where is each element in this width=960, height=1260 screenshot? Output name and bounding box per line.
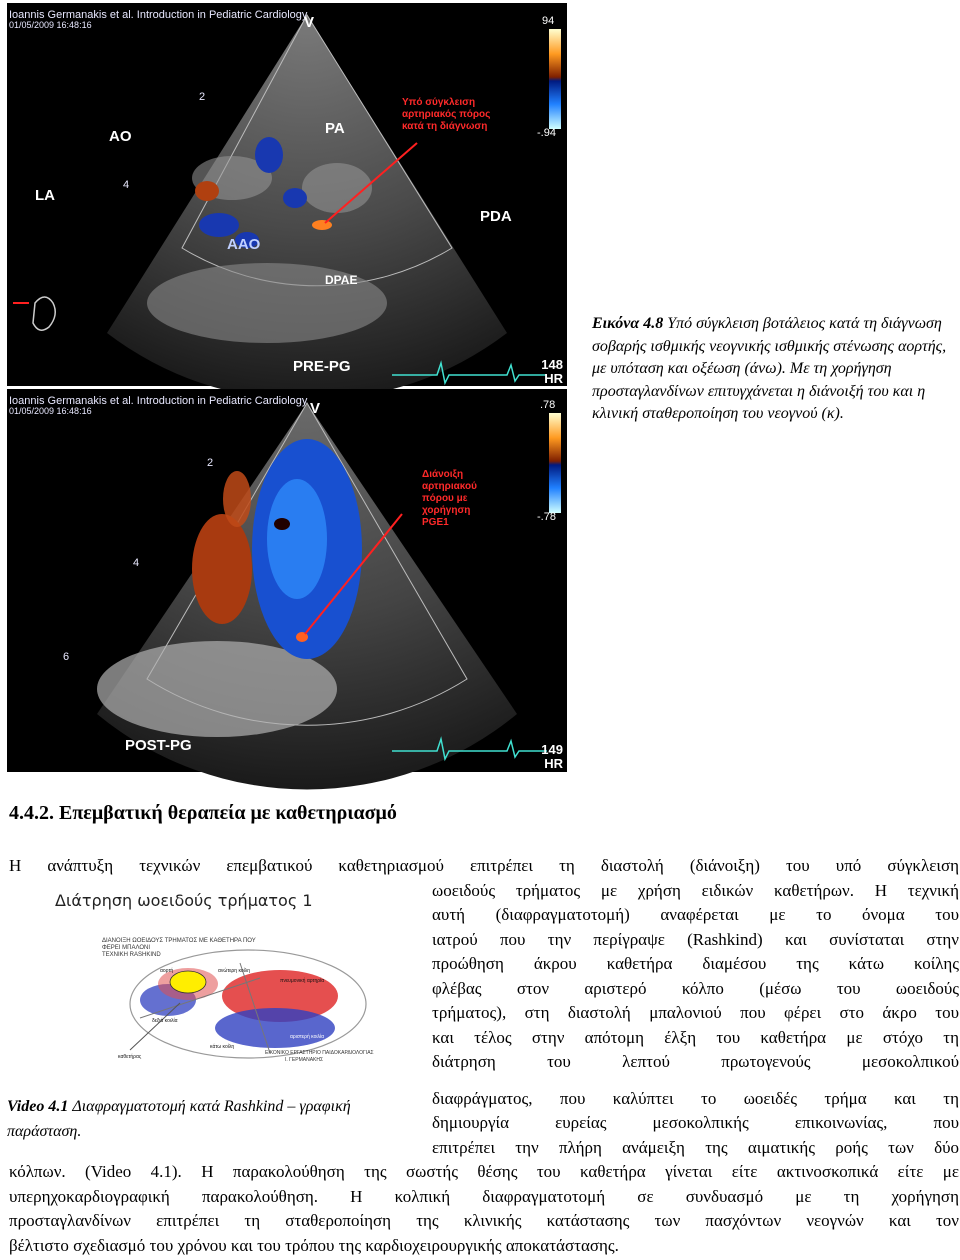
echo-date-line: 01/05/2009 16:48:16 xyxy=(9,406,92,416)
depth-mark: 2 xyxy=(199,91,206,103)
annotation-open-ductus xyxy=(422,469,477,529)
velocity-scale-bottom: -.94 xyxy=(537,127,556,139)
annotation-line: κατά τη διάγνωση xyxy=(402,121,488,132)
diagram-label: πνευμονική αρτηρία xyxy=(280,978,325,984)
heart-rate-readout xyxy=(535,743,563,771)
paragraph-line: φλέβας στον αριστερό κόλπο (μέσω του ωοειδούς xyxy=(432,979,959,998)
echo-sector-drawing xyxy=(7,389,567,772)
heart-rate-unit: HR xyxy=(544,756,563,771)
diagram-label: καθετήρας xyxy=(118,1054,142,1060)
paragraph-line: ιατρού που την περίγραψε (Rashkind) και συνίσταται στην xyxy=(432,930,959,949)
figure-caption-label: Εικόνα 4.8 xyxy=(592,315,664,332)
paragraph-line: προσταγλανδίνων επιτρέπει τη σταθεροποίηση της κλινικής κατάστασης των πασχόντων νεογνών και τον xyxy=(9,1211,959,1230)
diagram-label: δεξιά κοιλία xyxy=(152,1018,178,1024)
diagram-label: κάτω κοίλη xyxy=(210,1044,235,1050)
paragraph-line: διάτρηση του λεπτού πρωτογενούς μεσοκολπικού xyxy=(432,1052,959,1071)
velocity-scale-bottom: -.78 xyxy=(537,511,556,523)
depth-mark: 6 xyxy=(63,651,70,663)
paragraph-line: και τέλος στην απότομη έλξη του καθετήρα με στόχο τη xyxy=(432,1028,959,1047)
video-title: Διάτρηση ωοειδούς τρήματος 1 xyxy=(55,891,313,910)
paragraph-line: προώθηση άκρου καθετήρα διαμέσου της κάτω κοίλης xyxy=(432,954,959,973)
diagram-label: αορτή xyxy=(160,968,174,974)
video-footer-line: Ι. ΓΕΡΜΑΝΑΚΗΣ xyxy=(285,1057,324,1063)
depth-mark: 2 xyxy=(207,457,214,469)
annotation-line: Διάνοιξη xyxy=(422,469,464,480)
heart-rate-value: 148 xyxy=(541,357,563,372)
annotation-line: χορήγηση xyxy=(422,505,471,516)
echo-date-line: 01/05/2009 16:48:16 xyxy=(9,20,92,30)
paragraph-line: επιτρέπει την πλήρη ανάμειξη της αιματικής ροής των δύο xyxy=(432,1138,959,1157)
video-header-line: ΔΙΑΝΟΙΞΗ ΩΟΕΙΔΟΥΣ ΤΡΗΜΑΤΟΣ ΜΕ ΚΑΘΕΤΗΡΑ ΠΟΥ xyxy=(102,938,256,944)
label-v: V xyxy=(304,14,315,31)
video-header-line: ΦΕΡΕΙ ΜΠΑΛΟΝΙ xyxy=(102,945,151,951)
label-v: V xyxy=(310,400,321,417)
label-mode: PRE-PG xyxy=(293,358,351,375)
heart-rate-readout xyxy=(535,358,563,386)
paragraph-line: τρήματος), στη διαστολή μπαλονιού που φέρει στο άκρο του xyxy=(432,1003,959,1022)
echo-image-pre-pg xyxy=(7,3,567,386)
video-header-line: ΤΕΧΝΙΚΗ RASHKIND xyxy=(102,952,161,958)
paragraph-line: δημιουργία ευρείας μεσοκολπικής επικοινωνίας, που xyxy=(432,1113,959,1132)
label-aao: AAO xyxy=(227,236,261,253)
paragraph-line: Η ανάπτυξη τεχνικών επεμβατικού καθετηριασμού επιτρέπει τη διαστολή (διάνοιξη) του υπό σύγκλειση xyxy=(9,856,959,875)
label-dpae: DPAE xyxy=(325,273,358,287)
annotation-line: PGE1 xyxy=(422,517,449,528)
figure-caption-text: Υπό σύγκλειση βοτάλειος κατά τη διάγνωση σοβαρής ισθμικής νεογνικής ισθμικής στένωσης αορτής, με υπόταση και οξέωση (άνω). Με τη χορήγηση προσταγλανδίνων επιτυγχάνεται η διάνοιξή του και η κλινική σταθεροποίηση του νεογνού (κ). xyxy=(592,315,947,422)
section-heading: 4.4.2. Επεμβατική θεραπεία με καθετηριασμό xyxy=(9,802,397,824)
echo-copyright-caption: Ioannis Germanakis et al. Introduction in Pediatric Cardiology xyxy=(9,9,308,21)
video-footer-line: ΕΙΚΟΝΙΚΟ ΕΡΓΑΣΤΗΡΙΟ ΠΑΙΔΟΚΑΡΔΙΟΛΟΓΙΑΣ xyxy=(265,1050,374,1056)
annotation-line: αρτηριακού xyxy=(422,481,477,492)
velocity-scale-top: 94 xyxy=(542,15,555,27)
figure-caption xyxy=(592,313,954,426)
annotation-line: Υπό σύγκλειση xyxy=(402,97,476,108)
echo-image-post-pg xyxy=(7,389,567,772)
paragraph-line: υπερηχοκαρδιογραφική παρακολούθηση. Η κολπική διαφραγματοτομή σε συνδυασμό με τη χορήγηση xyxy=(9,1187,959,1206)
video-caption xyxy=(7,1094,417,1144)
annotation-line: αρτηριακός πόρος xyxy=(402,109,491,120)
paragraph-line: ωοειδούς τρήματος με χρήση ειδικών καθετήρων. Η τεχνική xyxy=(432,881,959,900)
label-pda: PDA xyxy=(480,208,512,225)
video-caption-text: Διαφραγματοτομή κατά Rashkind – γραφική παράσταση. xyxy=(7,1098,351,1140)
heart-rate-value: 149 xyxy=(541,742,563,757)
paragraph-line: βέλτιστο σχεδιασμό του χρόνου και του τρόπου της καρδιοχειρουργικής αποκατάστασης. xyxy=(9,1236,619,1255)
diagram-label: αριστερή κοιλία xyxy=(290,1034,324,1040)
velocity-scale-top: .78 xyxy=(540,399,556,411)
annotation-closing-ductus xyxy=(402,97,490,133)
label-la: LA xyxy=(35,187,55,204)
video-thumbnail-drawing xyxy=(55,888,410,1064)
depth-mark: 4 xyxy=(123,179,130,191)
paragraph-line: αυτή (διαφραγματοτομή) αναφέρεται με το όνομα του xyxy=(432,905,959,924)
video-caption-label: Video 4.1 xyxy=(7,1098,69,1115)
video-thumbnail[interactable] xyxy=(55,888,410,1064)
depth-mark: 4 xyxy=(133,557,140,569)
paragraph-line: κόλπων. (Video 4.1). Η παρακολούθηση της σωστής θέσης του καθετήρα γίνεται είτε ακτινοσκοπικά είτε με xyxy=(9,1162,959,1181)
diagram-label: ανώτερη κοίλη xyxy=(218,968,251,974)
paragraph-line: διαφράγματος, που καλύπτει το ωοειδές τρήμα και τη xyxy=(432,1089,959,1108)
label-ao: AO xyxy=(109,128,132,145)
echo-copyright-caption: Ioannis Germanakis et al. Introduction in Pediatric Cardiology xyxy=(9,395,308,407)
label-pa: PA xyxy=(325,120,345,137)
annotation-line: πόρου με xyxy=(422,493,468,504)
heart-rate-unit: HR xyxy=(544,371,563,386)
label-mode: POST-PG xyxy=(125,737,192,754)
echo-sector-drawing xyxy=(7,3,567,386)
